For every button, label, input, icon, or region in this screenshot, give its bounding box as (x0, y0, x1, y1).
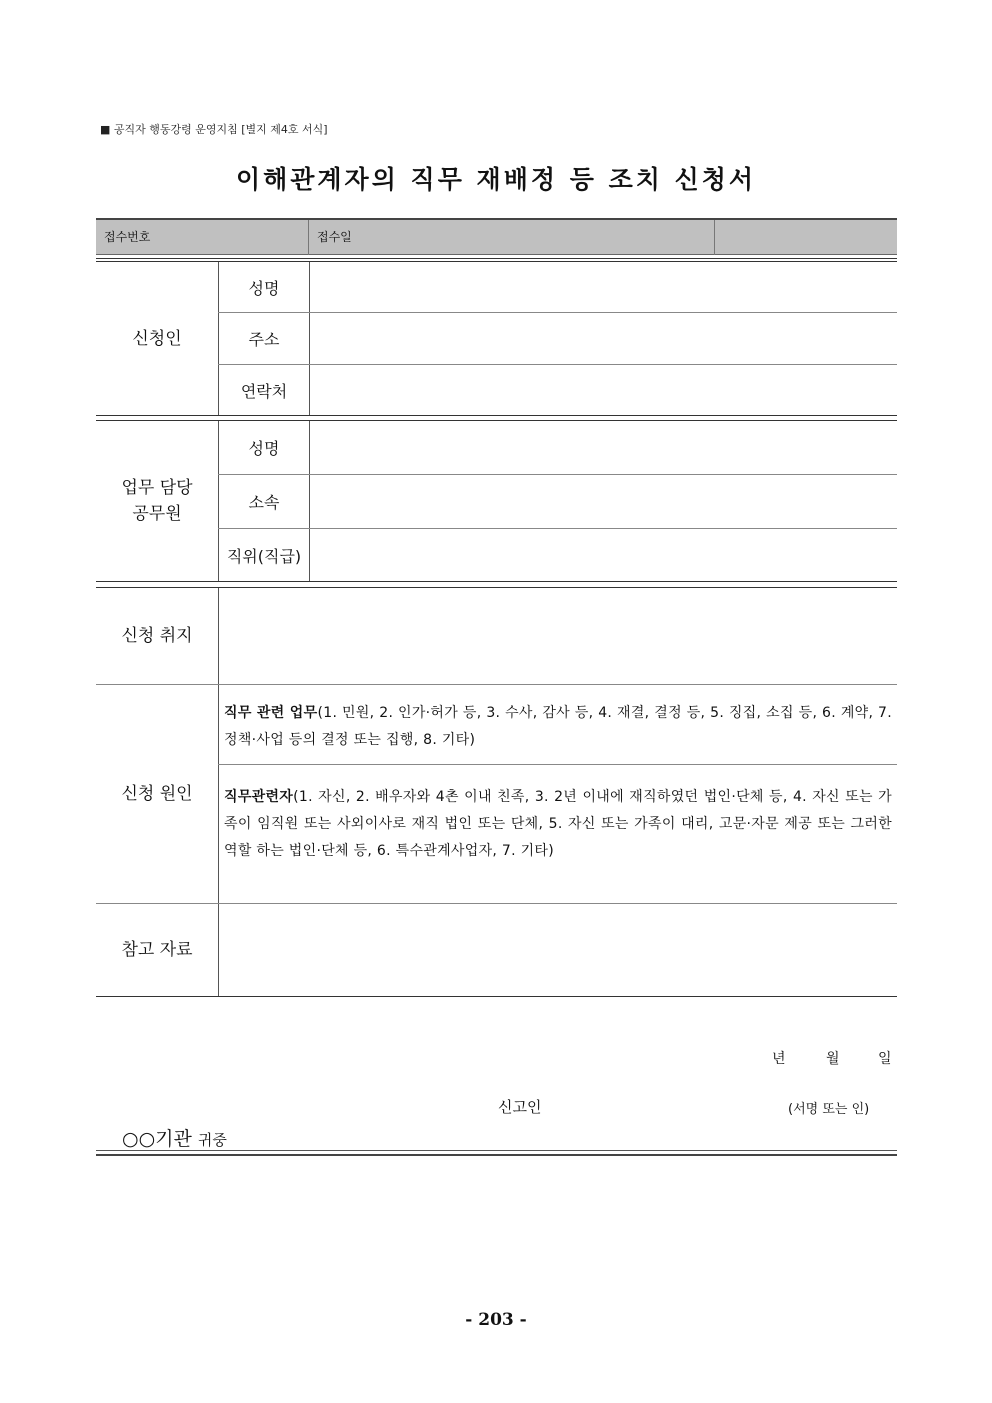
official-affiliation-field[interactable] (310, 475, 897, 528)
receipt-number-label: 접수번호 (104, 230, 151, 244)
official-position-field[interactable] (310, 529, 897, 581)
footer-rule (96, 1150, 897, 1151)
honorific-label: 귀중 (197, 1131, 227, 1149)
applicant-name-label: 성명 (248, 278, 280, 298)
form-header-note: ■ 공직자 행동강령 운영지침 [별지 제4호 서식] (100, 123, 328, 136)
signature-label: (서명 또는 인) (788, 1102, 870, 1117)
applicant-address-field[interactable] (310, 313, 897, 364)
table-bottom-rule (96, 996, 897, 997)
section-rule (96, 258, 897, 259)
duty-related-work (224, 700, 892, 754)
section-rule (96, 415, 897, 416)
official-affiliation-label: 소속 (248, 493, 280, 512)
official-position-label: 직위(직급) (226, 546, 302, 566)
applicant-name-field[interactable] (310, 262, 897, 312)
applicant-address-label: 주소 (248, 330, 280, 349)
purpose-label: 신청 취지 (121, 626, 193, 646)
official-section-label (96, 421, 218, 581)
official-section-label-line1: 업무 담당 (121, 478, 193, 498)
date-year: 년 (772, 1051, 786, 1067)
date-day: 일 (878, 1051, 892, 1067)
receipt-date-field[interactable] (715, 220, 897, 255)
cause-label: 신청 원인 (121, 784, 193, 804)
page-number: - 203 - (465, 1310, 527, 1330)
official-name-label: 성명 (248, 439, 280, 458)
reporter-label: 신고인 (498, 1098, 542, 1116)
footer-rule (96, 1154, 897, 1156)
duty-related-work-text: (1. 민원, 2. 인가·허가 등, 3. 수사, 감사 등, 4. 재결, 결정 등, 5. 징집, 소집 등, 6. 계약, 7. 정책·사업 등의 결정 또는 집행, 8. 기타) (224, 705, 893, 748)
duty-related-person-heading: 직무관련자 (224, 789, 294, 805)
reference-field[interactable] (219, 904, 897, 996)
applicant-contact-label: 연락처 (240, 381, 288, 401)
purpose-field[interactable] (219, 588, 897, 684)
row-rule (218, 764, 897, 765)
form-title: 이해관계자의 직무 재배정 등 조치 신청서 (235, 165, 757, 194)
duty-related-person-text: (1. 자신, 2. 배우자와 4촌 이내 친족, 3. 2년 이내에 재직하였던 법인·단체 등, 4. 자신 또는 가족이 임직원 또는 사외이사로 재직 법인 또는 단체, 5. 자신 또는 가족이 대리, 고문·자문 제공 또는 그러한 역할 하는 법인·단체 등, 6. 특수관계사업자, 7. 기타) (224, 789, 892, 859)
reference-label: 참고 자료 (121, 940, 193, 960)
duty-related-person (224, 784, 892, 865)
agency-name (122, 1124, 227, 1151)
receipt-date-label: 접수일 (317, 230, 352, 244)
official-section-label-line2: 공무원 (132, 504, 182, 524)
receipt-bar (96, 218, 897, 255)
applicant-section-label: 신청인 (132, 328, 182, 349)
duty-related-work-heading: 직무 관련 업무 (224, 705, 318, 721)
agency-label: ○○기관 (122, 1128, 192, 1150)
date-month: 월 (826, 1051, 840, 1067)
section-rule (96, 581, 897, 582)
applicant-contact-field[interactable] (310, 365, 897, 415)
official-name-field[interactable] (310, 421, 897, 474)
